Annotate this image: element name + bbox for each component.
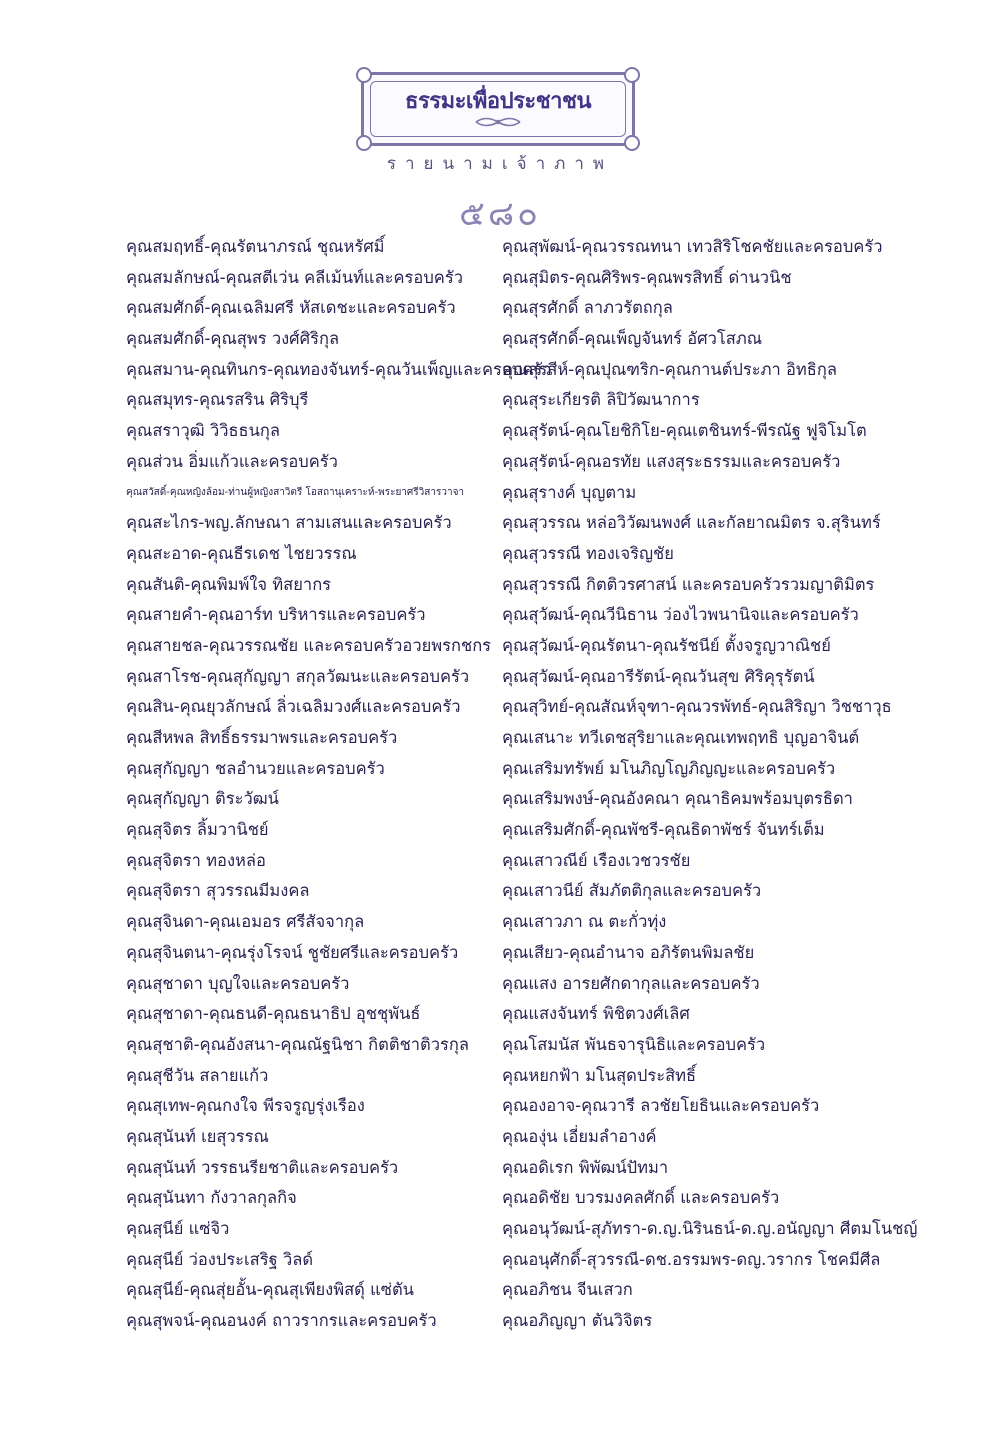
donor-name: คุณสันติ-คุณพิมพ์ใจ ทิสยากร <box>126 574 332 594</box>
donor-name: คุณเสริมพงษ์-คุณอังคณา คุณาธิคมพร้อมบุตรธิดา <box>502 789 853 809</box>
dhamma-logo <box>361 72 635 146</box>
donor-name: คุณสราวุฒิ วิวิธธนกุล <box>126 421 281 441</box>
donor-name: คุณสุกัญญา ชลอำนวยและครอบครัว <box>126 758 385 778</box>
donor-name: คุณสุมิตร-คุณศิริพร-คุณพรสิทธิ์ ด่านวนิช <box>502 267 792 287</box>
donor-name: คุณสีหพล สิทธิ์ธรรมาพรและครอบครัว <box>126 728 398 747</box>
donor-name: คุณสมลักษณ์-คุณสตีเว่น คลีเม้นท์และครอบครัว <box>126 267 463 287</box>
donor-name: คุณสุพัฒน์-คุณวรรณทนา เทวสิริโชคชัยและครอบครัว <box>502 237 883 256</box>
donor-name: คุณเสาวณีย์ เรืองเวชวรชัย <box>502 850 691 870</box>
donor-name: คุณสุกัญญา ติระวัฒน์ <box>126 789 279 809</box>
flourish-ornament-icon <box>474 115 522 129</box>
donor-name: คุณสุจิตรา สุวรรณมีมงคล <box>126 881 310 901</box>
donor-name: คุณสะไกร-พญ.ลักษณา สามเสนและครอบครัว <box>126 513 452 533</box>
donor-name: คุณแสงจันทร์ พิชิตวงศ์เลิศ <box>502 1004 690 1024</box>
donor-name: คุณสมาน-คุณทินกร-คุณทองจันทร์-คุณวันเพ็ญและครอบครัว <box>126 359 552 379</box>
donor-name: คุณสุวรรณ หล่อวิวัฒนพงศ์ และกัลยาณมิตร จ.สุรินทร์ <box>502 513 881 533</box>
donor-name: คุณสุวัฒน์-คุณอารีรัตน์-คุณวันสุข ศิริคุรุรัตน์ <box>502 666 815 686</box>
donor-name: คุณสุวัฒน์-คุณวีนิธาน ว่องไวพนานิจและครอบครัว <box>502 605 859 625</box>
donor-name: คุณสุจินดา-คุณเอมอร ศรีสัจจากุล <box>126 912 365 932</box>
logo-corner-ornament <box>624 67 640 83</box>
donor-name: คุณสุรางค์ บุญตาม <box>502 482 637 502</box>
donor-name: คุณสะอาด-คุณธีรเดช ไชยวรรณ <box>126 543 357 563</box>
logo-corner-ornament <box>356 67 372 83</box>
donor-name: คุณสุนันทา กังวาลกุลกิจ <box>126 1188 297 1208</box>
donor-name: คุณส่วน อิ่มแก้วและครอบครัว <box>126 451 338 471</box>
donor-name: คุณองอาจ-คุณวารี ลวชัยโยธินและครอบครัว <box>502 1096 820 1116</box>
donor-list-left <box>126 232 552 1337</box>
donor-name: คุณอภิชน จีนเสวก <box>502 1280 633 1300</box>
donor-name: คุณอนุวัฒน์-สุภัทรา-ด.ญ.นิรินธน์-ด.ญ.อนัญญา ศีตมโนชญ์ <box>502 1219 918 1238</box>
donor-name: คุณสมศักดิ์-คุณเฉลิมศรี หัสเดชะและครอบครัว <box>126 298 456 318</box>
donor-name: คุณหยกฟ้า มโนสุดประสิทธิ์ <box>502 1065 697 1085</box>
donor-list-right <box>502 232 922 1337</box>
donor-name: คุณสุวิทย์-คุณสัณห์จุฑา-คุณวรพัทธ์-คุณสิริญา วิชชาวุธ <box>502 697 892 717</box>
donor-name: คุณสุนันท์ วรรธนรียชาติและครอบครัว <box>126 1157 399 1177</box>
donor-name: คุณสวัสดิ์-คุณหญิงล้อม-ท่านผู้หญิงสาวิตรี โอสถานุเคราะห์-พระยาศรีวิสารวาจา <box>126 486 465 498</box>
logo-corner-ornament <box>356 135 372 151</box>
donor-name: คุณสุชาดา บุญใจและครอบครัว <box>126 973 350 993</box>
donor-name: คุณสุรัตน์-คุณโยชิกิโย-คุณเตชินทร์-พีรณัฐ ฟูจิโมโต <box>502 421 867 441</box>
donor-name: คุณสมฤทธิ์-คุณรัตนาภรณ์ ชุณหรัศมิ์ <box>126 237 385 256</box>
donor-name: คุณสายคำ-คุณอาร์ท บริหารและครอบครัว <box>126 605 426 625</box>
donor-name: คุณสมศักดิ์-คุณสุพร วงศ์ศิริกุล <box>126 329 340 349</box>
donor-name: คุณสุนีย์ ว่องประเสริฐ วิลด์ <box>126 1249 314 1269</box>
donor-name: คุณสุเทพ-คุณกงใจ พีรจรูญรุ่งเรือง <box>126 1096 365 1116</box>
donor-name: คุณสุระเกียรติ ลิปิวัฒนาการ <box>502 390 700 410</box>
page-number: ๕๘๐ <box>459 194 541 234</box>
donor-name: คุณเสียว-คุณอำนาจ อภิรัตนพิมลชัย <box>502 942 755 962</box>
donor-name: คุณสุพจน์-คุณอนงค์ ถาวรากรและครอบครัว <box>126 1311 437 1331</box>
logo-text: ธรรมะเพื่อประชาชน <box>405 89 591 114</box>
donor-name: คุณอภิญญา ตันวิจิตร <box>502 1311 653 1331</box>
donor-name: คุณสายชล-คุณวรรณชัย และครอบครัวอวยพรกชกร <box>126 635 492 655</box>
donor-name: คุณสุชาดา-คุณธนดี-คุณธนาธิป อุชชุพันธ์ <box>126 1004 421 1024</box>
donor-name: คุณสิน-คุณยุวลักษณ์ ลิ่วเฉลิมวงศ์และครอบครัว <box>126 697 461 717</box>
donor-name: คุณองุ่น เอี่ยมลำอางค์ <box>502 1126 657 1146</box>
donor-name: คุณสุนันท์ เยสุวรรณ <box>126 1126 269 1146</box>
donor-name: คุณเสริมศักดิ์-คุณพัชรี-คุณธิดาพัชร์ จันทร์เต็ม <box>502 820 825 840</box>
donor-name: คุณสุวรรณี กิตติวรศาสน์ และครอบครัวรวมญาติมิตร <box>502 574 875 594</box>
donor-name: คุณสุจิตร ลิ้มวานิชย์ <box>126 820 269 840</box>
donor-name: คุณสุรศักดิ์ ลาภวรัตถกุล <box>502 298 673 318</box>
donor-name: คุณสุรศักดิ์-คุณเพ็ญจันทร์ อัศวโสภณ <box>502 329 763 349</box>
donor-name: คุณสุวัฒน์-คุณรัตนา-คุณรัชนีย์ ตั้งจรูญวาณิชย์ <box>502 635 831 655</box>
donor-name: คุณสุนีย์-คุณสุ่ยอั้น-คุณสุเพียงพิสดุ์ แซ่ตัน <box>126 1280 414 1300</box>
donor-name: คุณเสาวภา ณ ตะกั่วทุ่ง <box>502 912 667 932</box>
donor-name: คุณสุวรรณี ทองเจริญชัย <box>502 543 674 563</box>
donor-name: คุณโสมนัส พันธจารุนิธิและครอบครัว <box>502 1034 766 1054</box>
donor-name: คุณสุรัตน์-คุณอรทัย แสงสุระธรรมและครอบครัว <box>502 451 841 471</box>
donor-name: คุณสมุทร-คุณรสริน ศิริบุรี <box>126 390 309 410</box>
donor-name: คุณสุจินตนา-คุณรุ่งโรจน์ ชูชัยศรีและครอบครัว <box>126 942 459 962</box>
donor-name: คุณสุจิตรา ทองหล่อ <box>126 850 266 870</box>
donor-name: คุณเสนาะ ทวีเดชสุริยาและคุณเทพฤทธิ บุญอาจินต์ <box>502 728 860 747</box>
page-subtitle: รายนามเจ้าภาพ <box>386 154 614 174</box>
donor-name: คุณสุชาติ-คุณอังสนา-คุณณัฐนิชา กิตติชาติวรกุล <box>126 1034 470 1054</box>
donor-name: คุณแสง อารยศักดากุลและครอบครัว <box>502 973 760 993</box>
donor-name: คุณสาโรช-คุณสุกัญญา สกุลวัฒนะและครอบครัว <box>126 666 470 686</box>
donor-name: คุณสุนีย์ แซ่จิว <box>126 1219 230 1238</box>
donor-name: คุณอดิเรก พิพัฒน์ปัทมา <box>502 1157 669 1177</box>
donor-name: คุณเสาวนีย์ สัมภัตติกุลและครอบครัว <box>502 881 762 901</box>
donor-name: คุณสุรสีห์-คุณปุณฑริก-คุณกานต์ประภา อิทธิกุล <box>502 359 837 379</box>
donor-name: คุณสุชีวัน สลายแก้ว <box>126 1065 269 1085</box>
donor-name: คุณอดิชัย บวรมงคลศักดิ์ และครอบครัว <box>502 1188 780 1208</box>
donor-name: คุณเสริมทรัพย์ มโนภิญโญภิญญะและครอบครัว <box>502 758 836 778</box>
logo-corner-ornament <box>624 135 640 151</box>
donor-name: คุณอนุศักดิ์-สุวรรณี-ดช.อรรมพร-ดญ.วรากร โชคมีศีล <box>502 1249 881 1269</box>
